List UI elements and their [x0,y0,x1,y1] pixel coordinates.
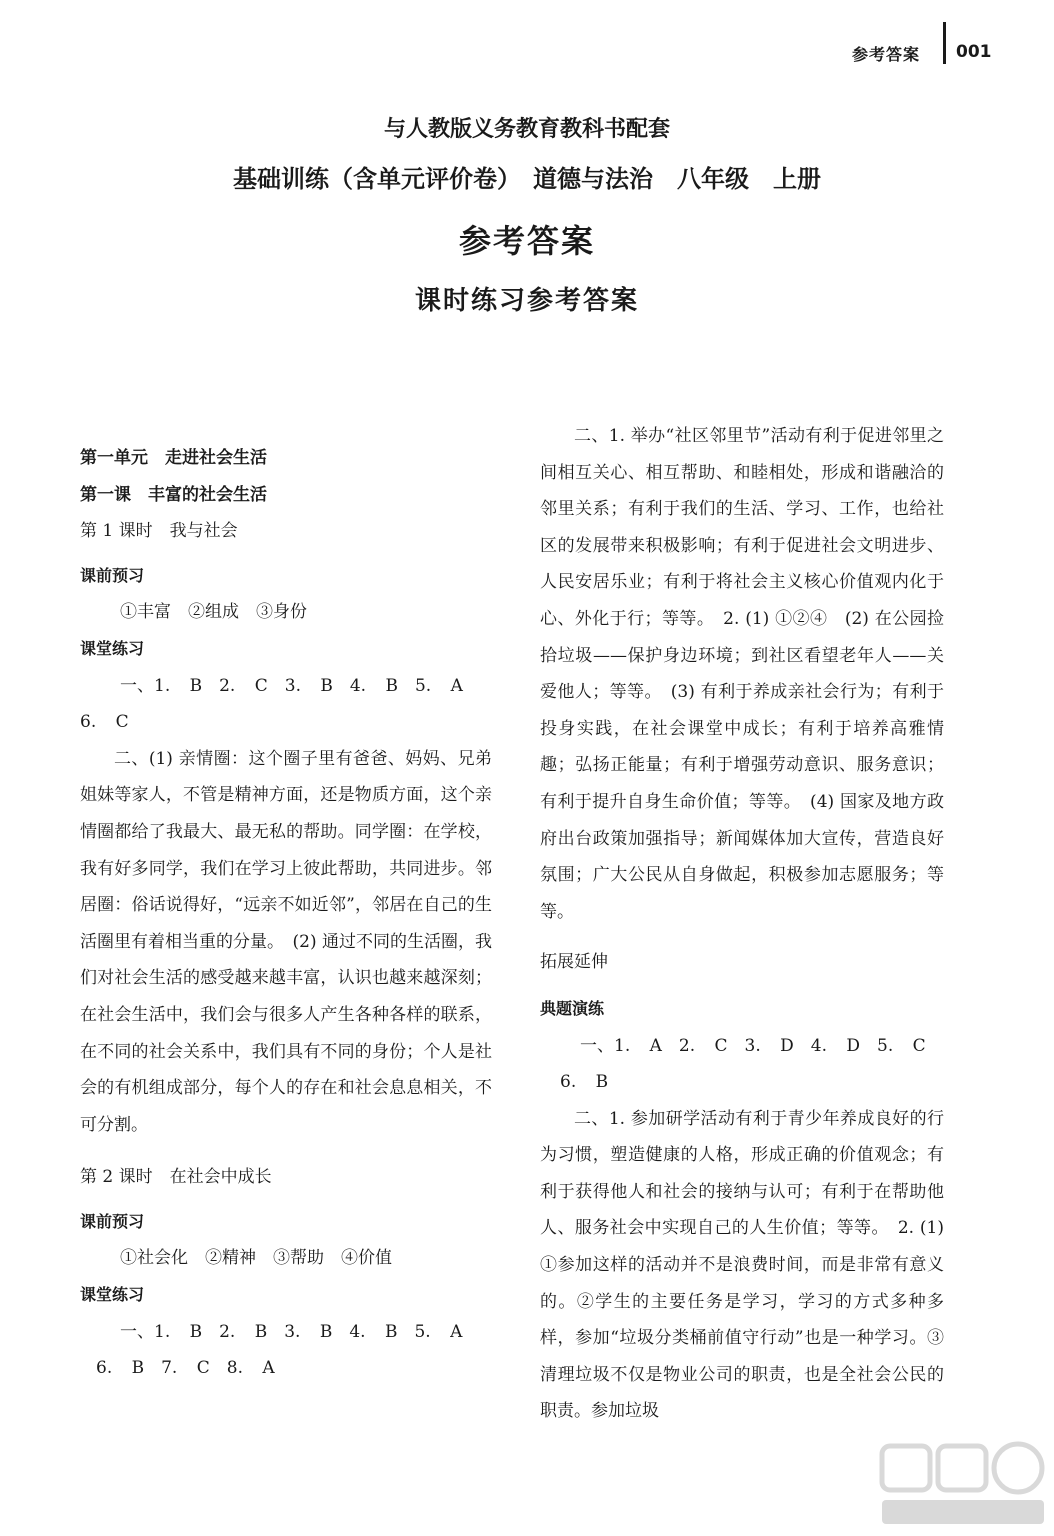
extension-heading: 拓展延伸 [540,952,608,973]
essay-answer-2: 二、1. 参加研学活动有利于青少年养成良好的行为习惯，塑造健康的人格，形成正确的价值观念；有利于获得他人和社会的接纳与认可；有利于在帮助他人、服务社会中实现自己的人生价值；等等。 2. (1) ①参加这样的活动并不是浪费时间，而是非常有意义的。②学生的主要任务是学习，学习的方式多种多样，参加“垃圾分类桶前值守行动”也是一种学习。③清理垃圾不仅是物业公司的职责，也是全社会公民的职责。参加垃圾 [540,1108,944,1422]
period2-heading: 第 2 课时 在社会中成长 [80,1167,272,1188]
period1-heading: 第 1 课时 我与社会 [80,521,238,542]
p2-class-label: 课堂练习 [80,1285,145,1305]
typical-label: 典题演练 [540,998,605,1018]
essay-answer-1: 二、1. 举办“社区邻里节”活动有利于促进邻里之间相互关心、相互帮助、和睦相处，形成和谐融洽的邻里关系；有利于我们的生活、学习、工作，也给社区的发展带来积极影响；有利于促进社会文明进步、人民安居乐业；有利于将社会主义核心价值观内化于心、外化于行；等等。 2. (1) ①②④ (2) 在公园捡拾垃圾——保护身边环境；到社区看望老年人——关爱他人；等等。 (3) 有利于养成亲社会行为；有利于投身实践，在社会课堂中成长；有利于培养高雅情趣；弘扬正能量；有利于增强劳动意识、服务意识；有利于提升自身生命价值；等等。 (4) 国家及地方政府出台政策加强指导；新闻媒体加大宣传，营造良好氛围；广大公民从自身做起，积极参加志愿服务；等等。 [540,426,944,922]
p1-class-label: 课堂练习 [80,638,145,658]
series-title: 与人教版义务教育教科书配套 [383,117,670,142]
running-header-label: 参考答案 [851,45,920,64]
unit-heading: 第一单元 走进社会生活 [80,448,267,468]
p2-choice-answers: 一、1. B 2. B 3. B 4. B 5. A [120,1321,463,1342]
typical-choice-answers-cont: 6. B [560,1072,609,1093]
p1-choice-answers: 一、1. B 2. C 3. B 4. B 5. A [120,675,463,696]
p2-choice-answers-cont: 6. B 7. C 8. A [96,1358,275,1379]
section-title: 课时练习参考答案 [414,286,639,316]
p1-preview-label: 课前预习 [80,565,145,585]
lesson-heading: 第一课 丰富的社会生活 [80,484,267,505]
left-column [80,418,492,1387]
right-column [540,418,944,1430]
answer-key-title: 参考答案 [458,222,595,260]
p1-choice-answers-cont: 6. C [80,712,129,733]
header-divider [943,22,946,64]
title-block [0,112,1054,317]
book-title: 基础训练（含单元评价卷） 道德与法治 八年级 上册 [233,165,821,193]
p1-essay-answer: 二、(1) 亲情圈：这个圈子里有爸爸、妈妈、兄弟姐妹等家人，不管是精神方面，还是物质方面，这个亲情圈都给了我最大、最无私的帮助。同学圈：在学校，我有好多同学，我们在学习上彼此帮助，共同进步。邻居圈：俗话说得好，“远亲不如近邻”，邻居在自己的生活圈里有着相当重的分量。 (2) 通过不同的生活圈，我们对社会生活的感受越来越丰富，认识也越来越深刻；在社会生活中，我们会与很多人产生各种各样的联系，在不同的社会关系中，我们具有不同的身份；个人是社会的有机组成部分，每个人的存在和社会息息相关，不可分割。 [80,748,492,1135]
page-number: 001 [956,42,992,62]
p1-preview-answers: ①丰富 ②组成 ③身份 [120,602,307,623]
p2-preview-label: 课前预习 [80,1211,145,1231]
watermark-logo [878,1440,1048,1530]
p2-preview-answers: ①社会化 ②精神 ③帮助 ④价值 [120,1248,392,1269]
typical-choice-answers: 一、1. A 2. C 3. D 4. D 5. C [580,1035,926,1056]
